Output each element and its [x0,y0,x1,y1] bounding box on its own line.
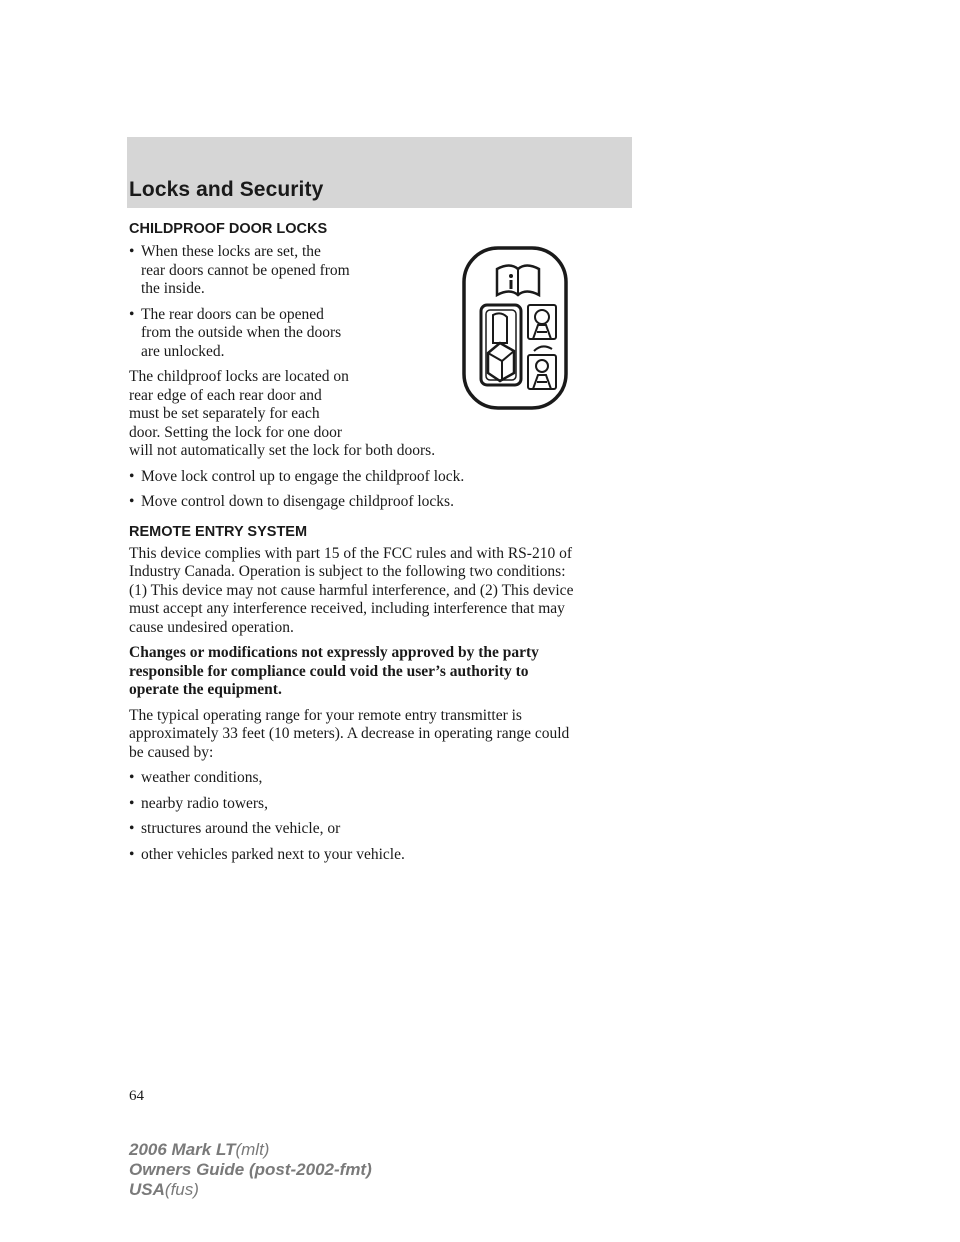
bullet-glyph: • [129,243,135,260]
text-line: nearby radio towers, [141,794,268,812]
text-line: rear edge of each rear door and [129,386,322,404]
text-line: Industry Canada. Operation is subject to the following two conditions: [129,563,566,580]
footer-market: USA [129,1180,165,1199]
footer-market-code: (fus) [164,1180,199,1199]
text-line: weather conditions, [141,769,263,786]
fcc-compliance-paragraph [129,545,634,638]
page-number: 64 [129,1088,144,1104]
list-item [129,306,634,362]
list-item [129,795,634,814]
text-line: from the outside when the doors [141,324,342,341]
section-heading-childproof: CHILDPROOF DOOR LOCKS [129,221,328,237]
text-line: the inside. [141,280,205,297]
bullet-glyph: • [129,305,135,323]
operating-range-paragraph [129,707,634,763]
document-footer [129,1140,372,1200]
bullet-glyph: • [129,794,135,812]
text-line: must accept any interference received, including interference that may [129,600,565,617]
text-line: cause undesired operation. [129,618,294,636]
list-item [129,769,634,788]
list-item [129,846,634,865]
section-heading-remote-entry: REMOTE ENTRY SYSTEM [129,523,308,540]
list-item [129,468,634,487]
page-content [129,219,634,864]
text-line: other vehicles parked next to your vehicle. [141,845,405,863]
bullet-glyph: • [129,769,135,786]
list-item [129,243,634,299]
page-title: Locks and Security [129,178,324,201]
text-line: Move lock control up to engage the childproof lock. [141,467,465,485]
text-line: approximately 33 feet (10 meters). A decrease in operating range could [129,725,570,742]
text-line: rear doors cannot be opened from [141,261,350,279]
text-line: This device complies with part 15 of the FCC rules and with RS-210 of [129,544,572,562]
text-line: door. Setting the lock for one door [129,423,343,441]
text-line: (1) This device may not cause harmful interference, and (2) This device [129,581,574,599]
text-line: When these locks are set, the [141,243,321,260]
bullet-glyph: • [129,820,135,837]
text-line: operate the equipment. [129,681,282,698]
bullet-glyph: • [129,845,135,863]
text-line: The typical operating range for your remote entry transmitter is [129,706,522,724]
footer-guide: Owners Guide (post-2002-fmt) [129,1160,372,1179]
footer-model-code: (mlt) [235,1140,270,1159]
list-item [129,493,634,512]
bullet-glyph: • [129,493,135,510]
childproof-location-paragraph [129,368,634,461]
list-item [129,820,634,839]
modification-warning-paragraph [129,644,634,700]
text-line: Move control down to disengage childproof locks. [141,493,454,510]
text-line: are unlocked. [141,342,225,360]
text-line: be caused by: [129,743,214,761]
text-line: responsible for compliance could void the user’s authority to [129,662,529,680]
text-line: The rear doors can be opened [141,305,324,323]
text-line: structures around the vehicle, or [141,820,341,837]
text-line: will not automatically set the lock for both doors. [129,442,436,459]
text-line: Changes or modifications not expressly approved by the party [129,644,539,661]
footer-model: 2006 Mark LT [129,1140,236,1159]
bullet-glyph: • [129,467,135,485]
text-line: must be set separately for each [129,405,320,422]
text-line: The childproof locks are located on [129,368,349,385]
